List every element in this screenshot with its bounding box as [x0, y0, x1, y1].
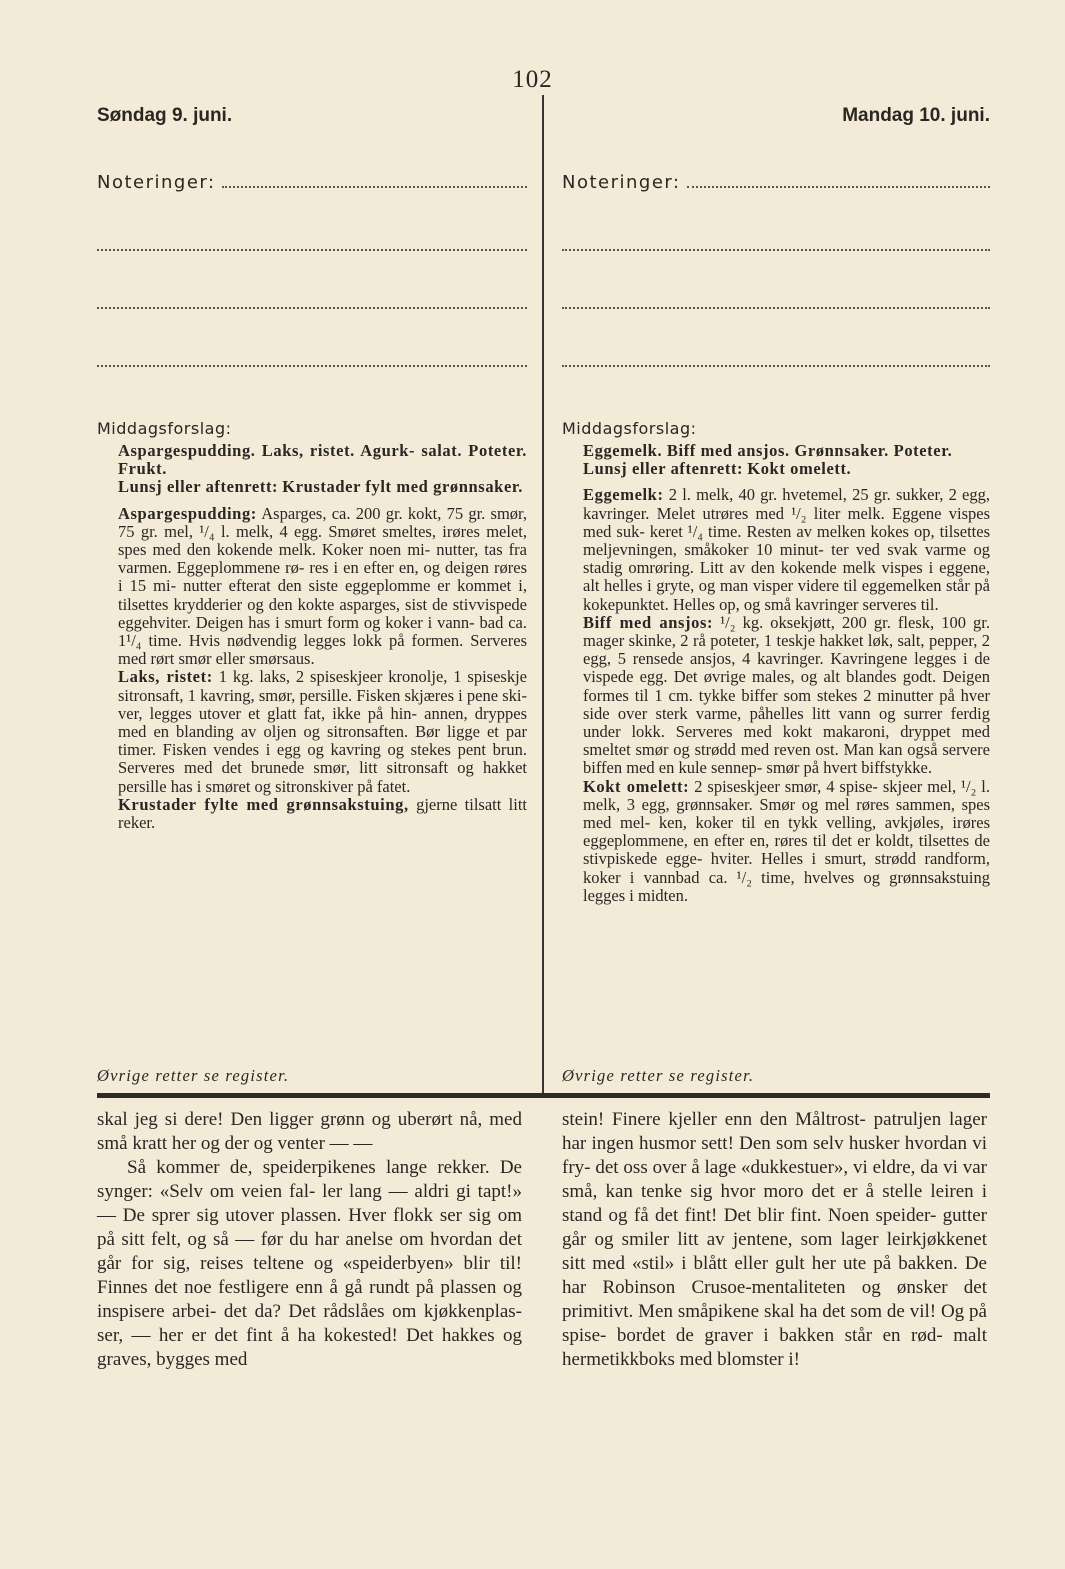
prose-paragraph: stein! Finere kjeller enn den Måltrost- patruljen lager har ingen husmor sett! Den som selv husker hvordan vi fry- det oss over å lage «dukkestuer», vi eldre, da vi var små, kan tenke sig hvor moro det er å stelle leiren i stand og få det fint! Det blir fint. Noen speider- gutter går og smiler litt av jentene, som lager leirkjøkkenet sitt med «stil» i blått eller gult her ute på bakken. De har Robinson Crusoe-mentaliteten og ønsker det primitivt. Men småpikene skal ha det som de vil! Og på spise- bordet de graver i bakken står en rød- malt hermetikkboks med blomster i!: [562, 1109, 987, 1370]
notes-dotline: [222, 172, 527, 188]
recipe-text: 1 kg. laks, 2 spiseskjeer kronolje, 1 spiseskje sitronsaft, 1 kavring, smør, persille. Fisken skjæres i pene ski- ver, legges utover et glatt fat, ikke på hin- annen, dryppes med en blanding av oljen og sitronsaften. Bør ligge et par timer. Fisken vendes i egg og kavring og stekes pent brun. Serveres med det brunede smør, litt sitronsaft og hakket persille has i smøret og sitronskiver på fatet.: [118, 667, 528, 796]
prose-right: [562, 1108, 987, 1372]
prose-paragraph: skal jeg si dere! Den ligger grønn og uberørt nå, med små kratt her og der og venter — —: [97, 1109, 522, 1154]
section-label: Middagsforslag:: [97, 419, 232, 438]
notes-label: Noteringer:: [562, 172, 681, 193]
notes-dotline: [97, 364, 527, 367]
notes-dotline: [562, 306, 990, 309]
notes-dotline: [687, 172, 990, 188]
page-number: 102: [512, 66, 553, 93]
footer-note: Øvrige retter se register.: [562, 1066, 755, 1085]
day-heading: Søndag 9. juni.: [97, 105, 233, 126]
footer-note: Øvrige retter se register.: [97, 1066, 290, 1085]
lunch-text: Krustader fylt med grønnsaker.: [282, 477, 524, 497]
lunch-label: Lunsj eller aftenrett:: [583, 459, 744, 479]
right-column: [562, 105, 990, 905]
notes-dotline: [562, 364, 990, 367]
column-divider: [542, 95, 544, 1093]
prose-left: [97, 1108, 522, 1372]
recipe-block: [562, 442, 990, 905]
left-column: [97, 105, 527, 832]
recipe-name: Laks, ristet:: [118, 667, 213, 687]
section-label: Middagsforslag:: [562, 419, 697, 438]
day-heading: Mandag 10. juni.: [842, 105, 990, 126]
notes-dotline: [97, 248, 527, 251]
section-divider: [97, 1093, 990, 1098]
recipe-name: Eggemelk:: [583, 485, 664, 505]
recipe-name: Aspargespudding:: [118, 503, 257, 523]
menu-title: Eggemelk. Biff med ansjos. Grønnsaker. Poteter.: [583, 441, 953, 460]
recipe-text: 2 spiseskjeer smør, 4 spise- skjeer mel, ¹/₂ l. melk, 3 egg, grønnsaker. Smør og mel røres sammen, spes med mel- ken, koker til en tykk velling, avkjøles, irøres eggeplommene, en efter en, røres til det er koldt, tilsettes de stivpiskede egge- hviter. Helles i smurt, strødd randform, koker i vannbad ca. ¹/₂ time, hvelves og grønnsakstuing legges i midten.: [583, 776, 991, 905]
recipe-text: Asparges, ca. 200 gr. kokt, 75 gr. smør, 75 gr. mel, ¹/₄ l. melk, 4 egg. Smøret smeltes, irøres melet, spes med den kokende melk. Koker noen mi- nutter, tas fra varmen. Eggeplommene rø- res i en efter en, og deigen røres i 15 mi- nutter efterat den siste eggeplomme er kommet i, tilsettes krydderier og den kokte asparges, sist de stivvispede eggehviter. Deigen has i smurt form og koker i vann- bad ca. 1¹/₄ time. Hvis nødvendig legges lokk på formen. Serveres med rørt smør eller smørsaus.: [118, 503, 527, 669]
recipe-block: [97, 442, 527, 832]
menu-title: Aspargespudding. Laks, ristet. Agurk- salat. Poteter. Frukt.: [118, 441, 527, 479]
notes-field: [97, 172, 527, 193]
notes-dotline: [97, 306, 527, 309]
recipe-text: gjerne tilsatt litt reker.: [118, 794, 528, 833]
notes-field: [562, 172, 990, 193]
recipe-name: Krustader fylte med grønnsakstuing,: [118, 794, 409, 814]
lunch-label: Lunsj eller aftenrett:: [118, 477, 279, 497]
recipe-name: Biff med ansjos:: [583, 612, 714, 632]
notes-label: Noteringer:: [97, 172, 216, 193]
recipe-name: Kokt omelett:: [583, 776, 690, 796]
notes-dotline: [562, 248, 990, 251]
lunch-text: Kokt omelett.: [747, 459, 852, 479]
recipe-text: 2 l. melk, 40 gr. hvetemel, 25 gr. sukker, 2 egg, kavringer. Melet utrøres med ¹/₂ liter melk. Eggene vispes med suk- keret ¹/₄ time. Resten av melken kokes op, tilsettes meljevningen, småkoker 10 minut- ter ved svak varme og stadig omrøring. Litt av den kokende melk vispes i eggene, alt helles i gryte, og man visper videre til eggemelken står på kokepunktet. Helles op, og små kavringer serveres til.: [583, 485, 990, 614]
recipe-text: ¹/₂ kg. oksekjøtt, 200 gr. flesk, 100 gr. mager skinke, 2 rå poteter, 1 teskje hakket løk, salt, pepper, 2 egg, 5 rensede ansjos, 4 kavringer. Kavringene legges i de vispede egg. Det øvrige males, og alt blandes godt. Deigen formes til 1 cm. tykke biffer som stekes 2 minutter på hver side over sterk varme, påhelles litt vann og surrer ferdig under lokk. Serveres med kokt makaroni, dryppet med smeltet smør og strødd med reven ost. Man kan også servere biffen med en kule sennep- smør på hvert biffstykke.: [583, 612, 991, 778]
prose-paragraph: Så kommer de, speiderpikenes lange rekker. De synger: «Selv om veien fal- ler lang — aldri gi tapt!» — De sprer sig utover plassen. Hver flokk ser sig om på sitt felt, og så — før du har anelse om hvordan det går for sig, reises teltene og «speiderbyen» blir til! Finnes det noe festligere enn å gå rundt på plassen og inspisere arbei- det da? Det rådslåes om kjøkkenplas- ser, — her er det fint å ha kokested! Det hakkes og graves, bygges med: [97, 1157, 522, 1370]
